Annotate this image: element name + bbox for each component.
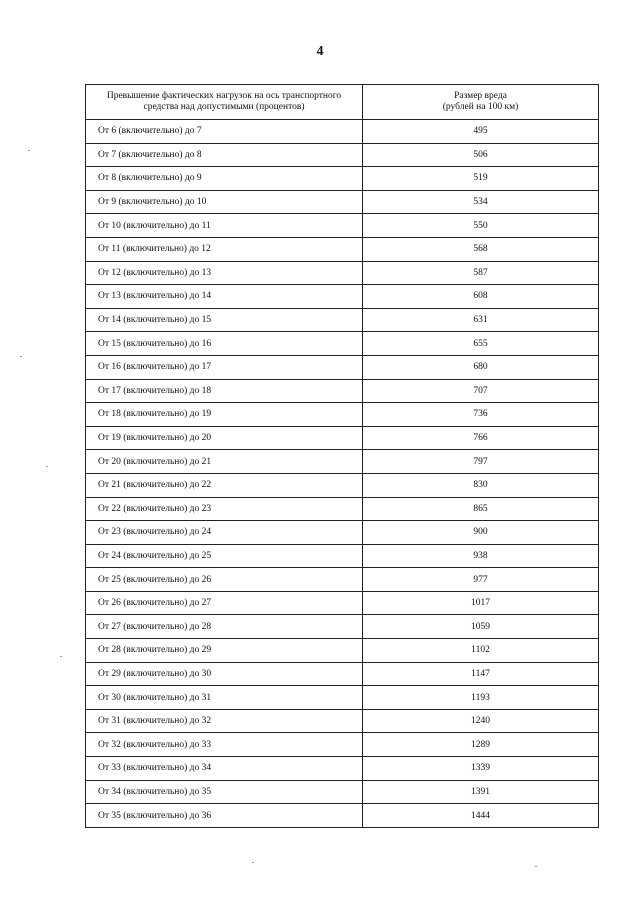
damage-amount-cell: 1339 — [363, 757, 599, 781]
overload-range-cell: От 15 (включительно) до 16 — [86, 332, 363, 356]
overload-range-cell: От 21 (включительно) до 22 — [86, 473, 363, 497]
header-overload-line-1: Превышение фактических нагрузок на ось транспортного — [106, 91, 342, 101]
table-row — [86, 497, 599, 521]
header-overload-line-2: средства над допустимыми (процентов) — [143, 102, 305, 112]
overload-range-cell: От 32 (включительно) до 33 — [86, 733, 363, 757]
table-row — [86, 450, 599, 474]
overload-range-cell: От 26 (включительно) до 27 — [86, 591, 363, 615]
overload-range-cell: От 33 (включительно) до 34 — [86, 757, 363, 781]
header-damage-amount — [363, 85, 599, 120]
scan-speck — [28, 150, 30, 151]
table-row — [86, 521, 599, 545]
damage-amount-cell: 1147 — [363, 662, 599, 686]
damage-amount-cell: 631 — [363, 308, 599, 332]
header-damage-line-2: (рублей на 100 км) — [442, 102, 519, 112]
overload-range-cell: От 34 (включительно) до 35 — [86, 780, 363, 804]
table-row — [86, 780, 599, 804]
table-row — [86, 591, 599, 615]
table-row — [86, 190, 599, 214]
table-row — [86, 568, 599, 592]
scan-speck — [60, 656, 62, 657]
damage-amount-cell: 865 — [363, 497, 599, 521]
table-row — [86, 473, 599, 497]
table-row — [86, 237, 599, 261]
overload-range-cell: От 10 (включительно) до 11 — [86, 214, 363, 238]
scan-speck — [535, 866, 537, 867]
damage-rate-table — [85, 84, 599, 828]
overload-range-cell: От 22 (включительно) до 23 — [86, 497, 363, 521]
table-row — [86, 308, 599, 332]
table-row — [86, 426, 599, 450]
damage-amount-cell: 830 — [363, 473, 599, 497]
table-row — [86, 544, 599, 568]
overload-range-cell: От 13 (включительно) до 14 — [86, 285, 363, 309]
overload-range-cell: От 25 (включительно) до 26 — [86, 568, 363, 592]
table-row — [86, 261, 599, 285]
header-overload-percent — [86, 85, 363, 120]
table-row — [86, 757, 599, 781]
overload-range-cell: От 30 (включительно) до 31 — [86, 686, 363, 710]
damage-amount-cell: 1017 — [363, 591, 599, 615]
overload-range-cell: От 7 (включительно) до 8 — [86, 143, 363, 167]
overload-range-cell: От 19 (включительно) до 20 — [86, 426, 363, 450]
overload-range-cell: От 20 (включительно) до 21 — [86, 450, 363, 474]
damage-amount-cell: 519 — [363, 167, 599, 191]
damage-amount-cell: 568 — [363, 237, 599, 261]
table-row — [86, 686, 599, 710]
table-row — [86, 120, 599, 144]
damage-amount-cell: 977 — [363, 568, 599, 592]
overload-range-cell: От 14 (включительно) до 15 — [86, 308, 363, 332]
overload-range-cell: От 23 (включительно) до 24 — [86, 521, 363, 545]
table-row — [86, 403, 599, 427]
damage-amount-cell: 707 — [363, 379, 599, 403]
table-row — [86, 285, 599, 309]
overload-range-cell: От 6 (включительно) до 7 — [86, 120, 363, 144]
overload-range-cell: От 27 (включительно) до 28 — [86, 615, 363, 639]
table-row — [86, 214, 599, 238]
damage-amount-cell: 736 — [363, 403, 599, 427]
damage-amount-cell: 1102 — [363, 639, 599, 663]
scan-speck — [20, 356, 22, 357]
damage-amount-cell: 1444 — [363, 804, 599, 828]
table-body — [86, 120, 599, 828]
overload-range-cell: От 31 (включительно) до 32 — [86, 709, 363, 733]
overload-range-cell: От 8 (включительно) до 9 — [86, 167, 363, 191]
overload-range-cell: От 16 (включительно) до 17 — [86, 355, 363, 379]
damage-amount-cell: 587 — [363, 261, 599, 285]
overload-range-cell: От 11 (включительно) до 12 — [86, 237, 363, 261]
damage-amount-cell: 608 — [363, 285, 599, 309]
overload-range-cell: От 18 (включительно) до 19 — [86, 403, 363, 427]
damage-amount-cell: 1193 — [363, 686, 599, 710]
overload-range-cell: От 9 (включительно) до 10 — [86, 190, 363, 214]
table-row — [86, 733, 599, 757]
table-row — [86, 804, 599, 828]
header-damage-line-1: Размер вреда — [454, 91, 507, 101]
damage-amount-cell: 1289 — [363, 733, 599, 757]
overload-range-cell: От 24 (включительно) до 25 — [86, 544, 363, 568]
table-row — [86, 662, 599, 686]
damage-amount-cell: 534 — [363, 190, 599, 214]
damage-amount-cell: 1240 — [363, 709, 599, 733]
table-row — [86, 639, 599, 663]
table-row — [86, 615, 599, 639]
overload-range-cell: От 28 (включительно) до 29 — [86, 639, 363, 663]
damage-amount-cell: 655 — [363, 332, 599, 356]
overload-range-cell: От 29 (включительно) до 30 — [86, 662, 363, 686]
scan-speck — [46, 466, 48, 467]
scan-speck — [252, 862, 254, 863]
table-row — [86, 332, 599, 356]
overload-range-cell: От 17 (включительно) до 18 — [86, 379, 363, 403]
damage-amount-cell: 938 — [363, 544, 599, 568]
table-row — [86, 143, 599, 167]
page-number: 4 — [316, 44, 324, 59]
table-row — [86, 709, 599, 733]
overload-range-cell: От 12 (включительно) до 13 — [86, 261, 363, 285]
damage-amount-cell: 797 — [363, 450, 599, 474]
damage-amount-cell: 680 — [363, 355, 599, 379]
table-header-row — [86, 85, 599, 120]
damage-amount-cell: 1391 — [363, 780, 599, 804]
damage-amount-cell: 900 — [363, 521, 599, 545]
damage-amount-cell: 550 — [363, 214, 599, 238]
damage-amount-cell: 1059 — [363, 615, 599, 639]
table-row — [86, 379, 599, 403]
damage-amount-cell: 506 — [363, 143, 599, 167]
overload-range-cell: От 35 (включительно) до 36 — [86, 804, 363, 828]
damage-amount-cell: 766 — [363, 426, 599, 450]
table-row — [86, 355, 599, 379]
table-row — [86, 167, 599, 191]
damage-amount-cell: 495 — [363, 120, 599, 144]
